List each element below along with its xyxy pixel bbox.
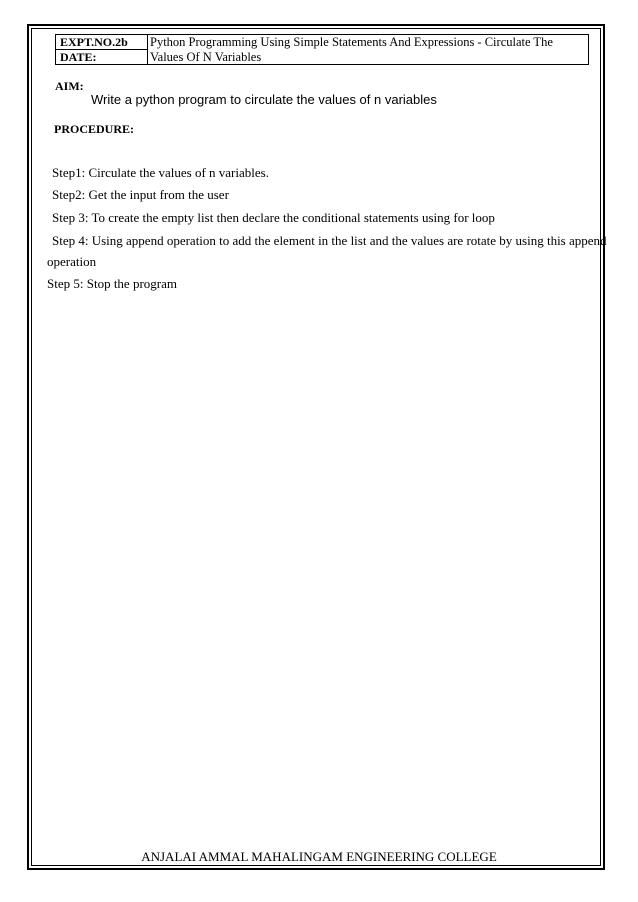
aim-label: AIM: [55, 79, 84, 93]
procedure-step-4: Step 4: Using append operation to add the element in the list and the values are rotate by using this append [52, 233, 607, 248]
procedure-step-3: Step 3: To create the empty list then declare the conditional statements using for loop [52, 210, 495, 225]
procedure-step-1: Step1: Circulate the values of n variables. [52, 165, 269, 180]
expt-no-label: EXPT.NO.2b [56, 35, 147, 50]
date-label: DATE: [60, 50, 97, 64]
aim-text: Write a python program to circulate the values of n variables [91, 92, 437, 107]
procedure-step-5: Step 5: Stop the program [47, 276, 177, 291]
procedure-label: PROCEDURE: [54, 122, 134, 136]
experiment-title: Python Programming Using Simple Statements And Expressions - Circulate The Values Of N Variables [150, 35, 553, 64]
page-border-inner [31, 28, 601, 866]
header-labels [56, 35, 148, 64]
procedure-step-4-continuation: operation [47, 254, 97, 269]
footer-college-name: ANJALAI AMMAL MAHALINGAM ENGINEERING COLLEGE [141, 849, 497, 864]
header-table [55, 34, 589, 65]
procedure-step-2: Step2: Get the input from the user [52, 187, 229, 202]
